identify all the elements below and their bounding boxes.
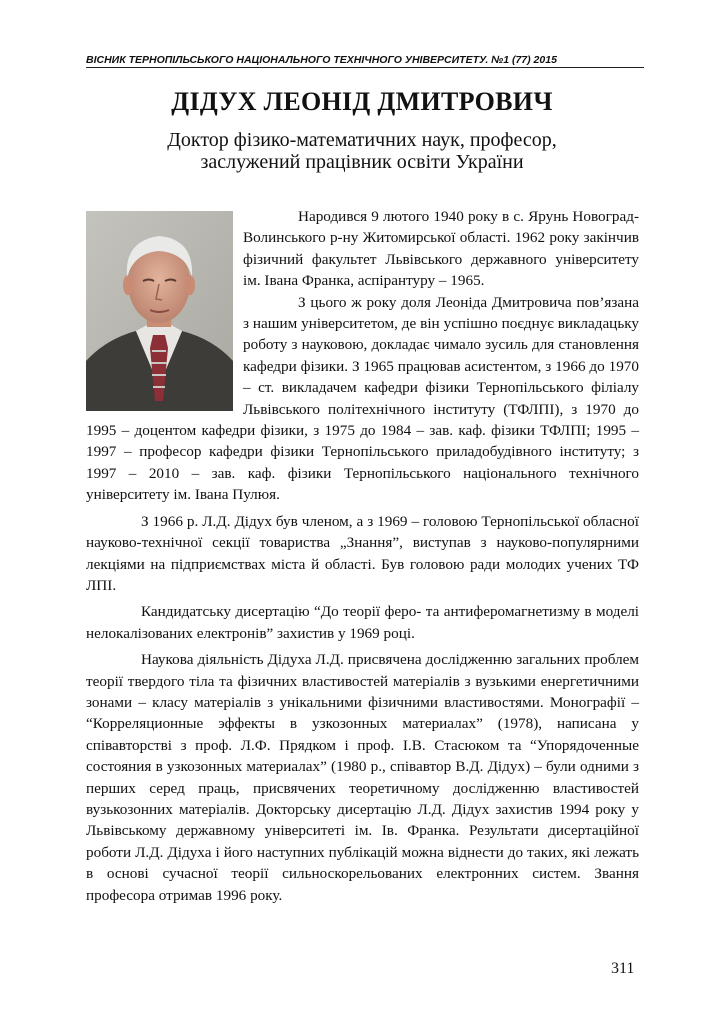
paragraph-birth: Народився 9 лютого 1940 року в с. Ярунь Новоград-Волинського р-ну Житомирської області. 1962 року закінчив фізичний факультет Львівського державного університету ім. Івана Франка, аспірантуру – 1965. [243, 208, 639, 290]
subtitle-line-2: заслужений працівник освіти України [200, 151, 524, 173]
paragraph-dissertation: Кандидатську дисертацію “До теорії феро- та антиферомагнетизму в моделі нелокалізованих електронів” захистив у 1969 році. [86, 603, 639, 642]
biography-text [86, 206, 639, 906]
page-number: 311 [611, 960, 635, 977]
subtitle-line-1: Доктор фізико-математичних наук, професор, [167, 129, 557, 151]
subtitle [0, 129, 724, 173]
journal-header: ВІСНИК ТЕРНОПІЛЬСЬКОГО НАЦІОНАЛЬНОГО ТЕХНІЧНОГО УНІВЕРСИТЕТУ. №1 (77) 2015 [86, 54, 644, 68]
photo-wrap-space [86, 206, 243, 413]
paragraph-research: Наукова діяльність Дідуха Л.Д. присвячена дослідженню загальних проблем теорії твердого тіла та фізичних властивостей матеріалів з вузькими енергетичними зонами – класу матеріалів з унікальними фізичними властивостями. Монографії – “Корреляционные эффекты в узкозонных материалах” (1978), написана у співавторстві з проф. Л.Ф. Прядком і проф. І.В. Стасюком та “Упорядоченные состояния в узкозонных материалах” (1980 р., співавтор В.Д. Дідух) – були одними з перших серед праць, присвячених теоретичному дослідженню властивостей вузькозонних матеріалів. Докторську дисертацію Л.Д. Дідух захистив 1994 року у Львівському державному університеті ім. Ів. Франка. Результати дисертаційної роботи Л.Д. Дідуха і його наступних публікацій можна віднести до таких, які лежать в основі сучасної теорії сильноскорельованих електронних систем. Звання професора отримав 1996 року. [86, 651, 639, 904]
paragraph-career: З цього ж року доля Леоніда Дмитровича пов’язана з нашим університетом, де він успішно поєднує викладацьку роботу з науковою, докладає чимало зусиль для становлення кафедри фізики. З 1965 працював асистентом, з 1966 до 1970 – ст. викладачем кафедри фізики Тернопільського філіалу Львівського політехнічного інституту (ТФЛПІ), з 1970 до 1995 – доцентом кафедри фізики, з 1975 до 1984 – зав. каф. фізики ТФЛПІ; 1995 – 1997 – професор кафедри фізики Тернопільського приладобудівного інституту; з 1997 – 2010 – зав. каф. фізики Тернопільського національного технічного університету ім. Івана Пулюя. [86, 293, 639, 504]
page-title: ДІДУХ ЛЕОНІД ДМИТРОВИЧ [171, 87, 553, 116]
paragraph-society: З 1966 р. Л.Д. Дідух був членом, а з 1969 – головою Тернопільської обласної науково-технічної секції товариства „Знання”, виступав з науково-популярними лекціями на підприємствах міста й області. Був головою ради молодих учених ТФ ЛПІ. [86, 512, 639, 594]
